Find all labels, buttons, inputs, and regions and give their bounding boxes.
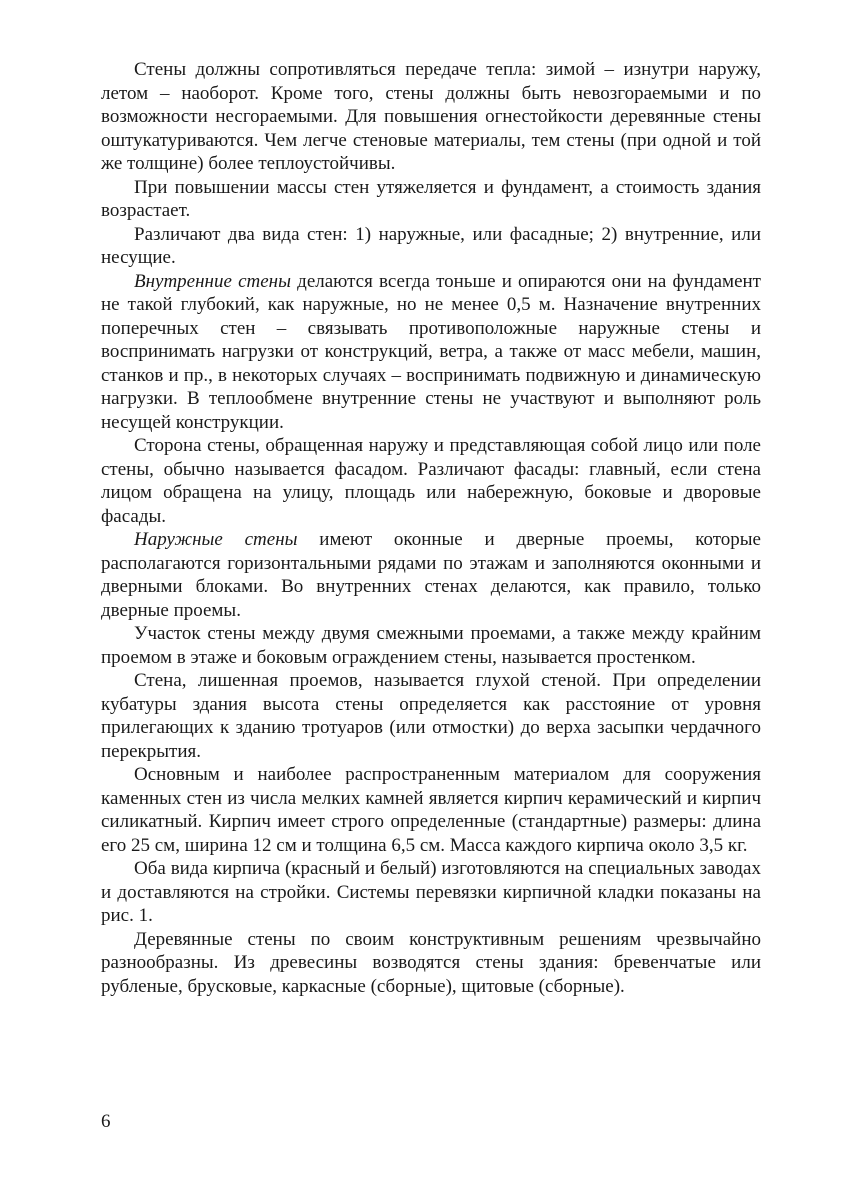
- paragraph-text: Участок стены между двумя смежными проемами, а также между крайним проемом в этаже и боковым ограждением стены, называется простенком.: [101, 623, 761, 668]
- paragraph-heat-resistance: [101, 58, 761, 176]
- paragraph-internal-walls: [101, 270, 761, 435]
- paragraph-text: Основным и наиболее распространенным материалом для сооружения каменных стен из числа мелких камней является кирпич керамический и кирпич силикатный. Кирпич имеет строго определенные (стандартные) размеры: длина его 25 см, ширина 12 см и толщина 6,5 см. Масса каждого кирпича около 3,5 кг.: [101, 764, 761, 856]
- paragraph-text: Деревянные стены по своим конструктивным решениям чрезвычайно разнообразны. Из древесины возводятся стены здания: бревенчатые или рубленые, брусковые, каркасные (сборные), щитовые (сборные).: [101, 928, 761, 997]
- paragraph-pier: [101, 622, 761, 669]
- paragraph-text: Сторона стены, обращенная наружу и представляющая собой лицо или поле стены, обычно называется фасадом. Различают фасады: главный, если стена лицом обращена на улицу, площадь или набережную, боковые и дворовые фасады.: [101, 435, 761, 527]
- paragraph-brick-material: [101, 763, 761, 857]
- paragraph-mass-and-foundation: [101, 176, 761, 223]
- paragraph-wall-types: [101, 223, 761, 270]
- paragraph-text: Стены должны сопротивляться передаче тепла: зимой – изнутри наружу, летом – наоборот. Кроме того, стены должны быть невозгораемыми и по возможности несгораемыми. Для повышения огнестойкости деревянные стены оштукатуриваются. Чем легче стеновые материалы, тем стены (при одной и той же толщине) более теплоустойчивы.: [101, 59, 761, 174]
- page-number: 6: [101, 1111, 111, 1132]
- paragraph-text: При повышении массы стен утяжеляется и фундамент, а стоимость здания возрастает.: [101, 176, 761, 221]
- paragraph-italic-lead: Наружные стены: [134, 529, 298, 550]
- paragraph-external-walls: [101, 528, 761, 622]
- paragraph-text: Различают два вида стен: 1) наружные, или фасадные; 2) внутренние, или несущие.: [101, 223, 761, 268]
- paragraph-brick-production: [101, 857, 761, 928]
- paragraph-wooden-walls: [101, 928, 761, 999]
- paragraph-blank-wall: [101, 669, 761, 763]
- paragraph-text: имеют оконные и дверные проемы, которые располагаются горизонтальными рядами по этажам и заполняются оконными и дверными блоками. Во внутренних стенах делаются, как правило, только дверные проемы.: [101, 529, 761, 621]
- paragraph-text: делаются всегда тоньше и опираются они на фундамент не такой глубокий, как наружные, но не менее 0,5 м. Назначение внутренних поперечных стен – связывать противоположные наружные стены и воспринимать нагрузки от конструкций, ветра, а также от масс мебели, машин, станков и пр., в некоторых случаях – воспринимать подвижную и динамическую нагрузки. В теплообмене внутренние стены не участвуют и выполняют роль несущей конструкции.: [101, 270, 761, 433]
- paragraph-text: Стена, лишенная проемов, называется глухой стеной. При определении кубатуры здания высота стены определяется как расстояние от уровня прилегающих к зданию тротуаров (или отмостки) до верха засыпки чердачного перекрытия.: [101, 670, 761, 762]
- paragraph-italic-lead: Внутренние стены: [134, 270, 291, 292]
- paragraph-text: Оба вида кирпича (красный и белый) изготовляются на специальных заводах и доставляются на стройки. Системы перевязки кирпичной кладки показаны на рис. 1.: [101, 858, 761, 926]
- paragraph-facades: [101, 434, 761, 528]
- page-body: [101, 58, 761, 998]
